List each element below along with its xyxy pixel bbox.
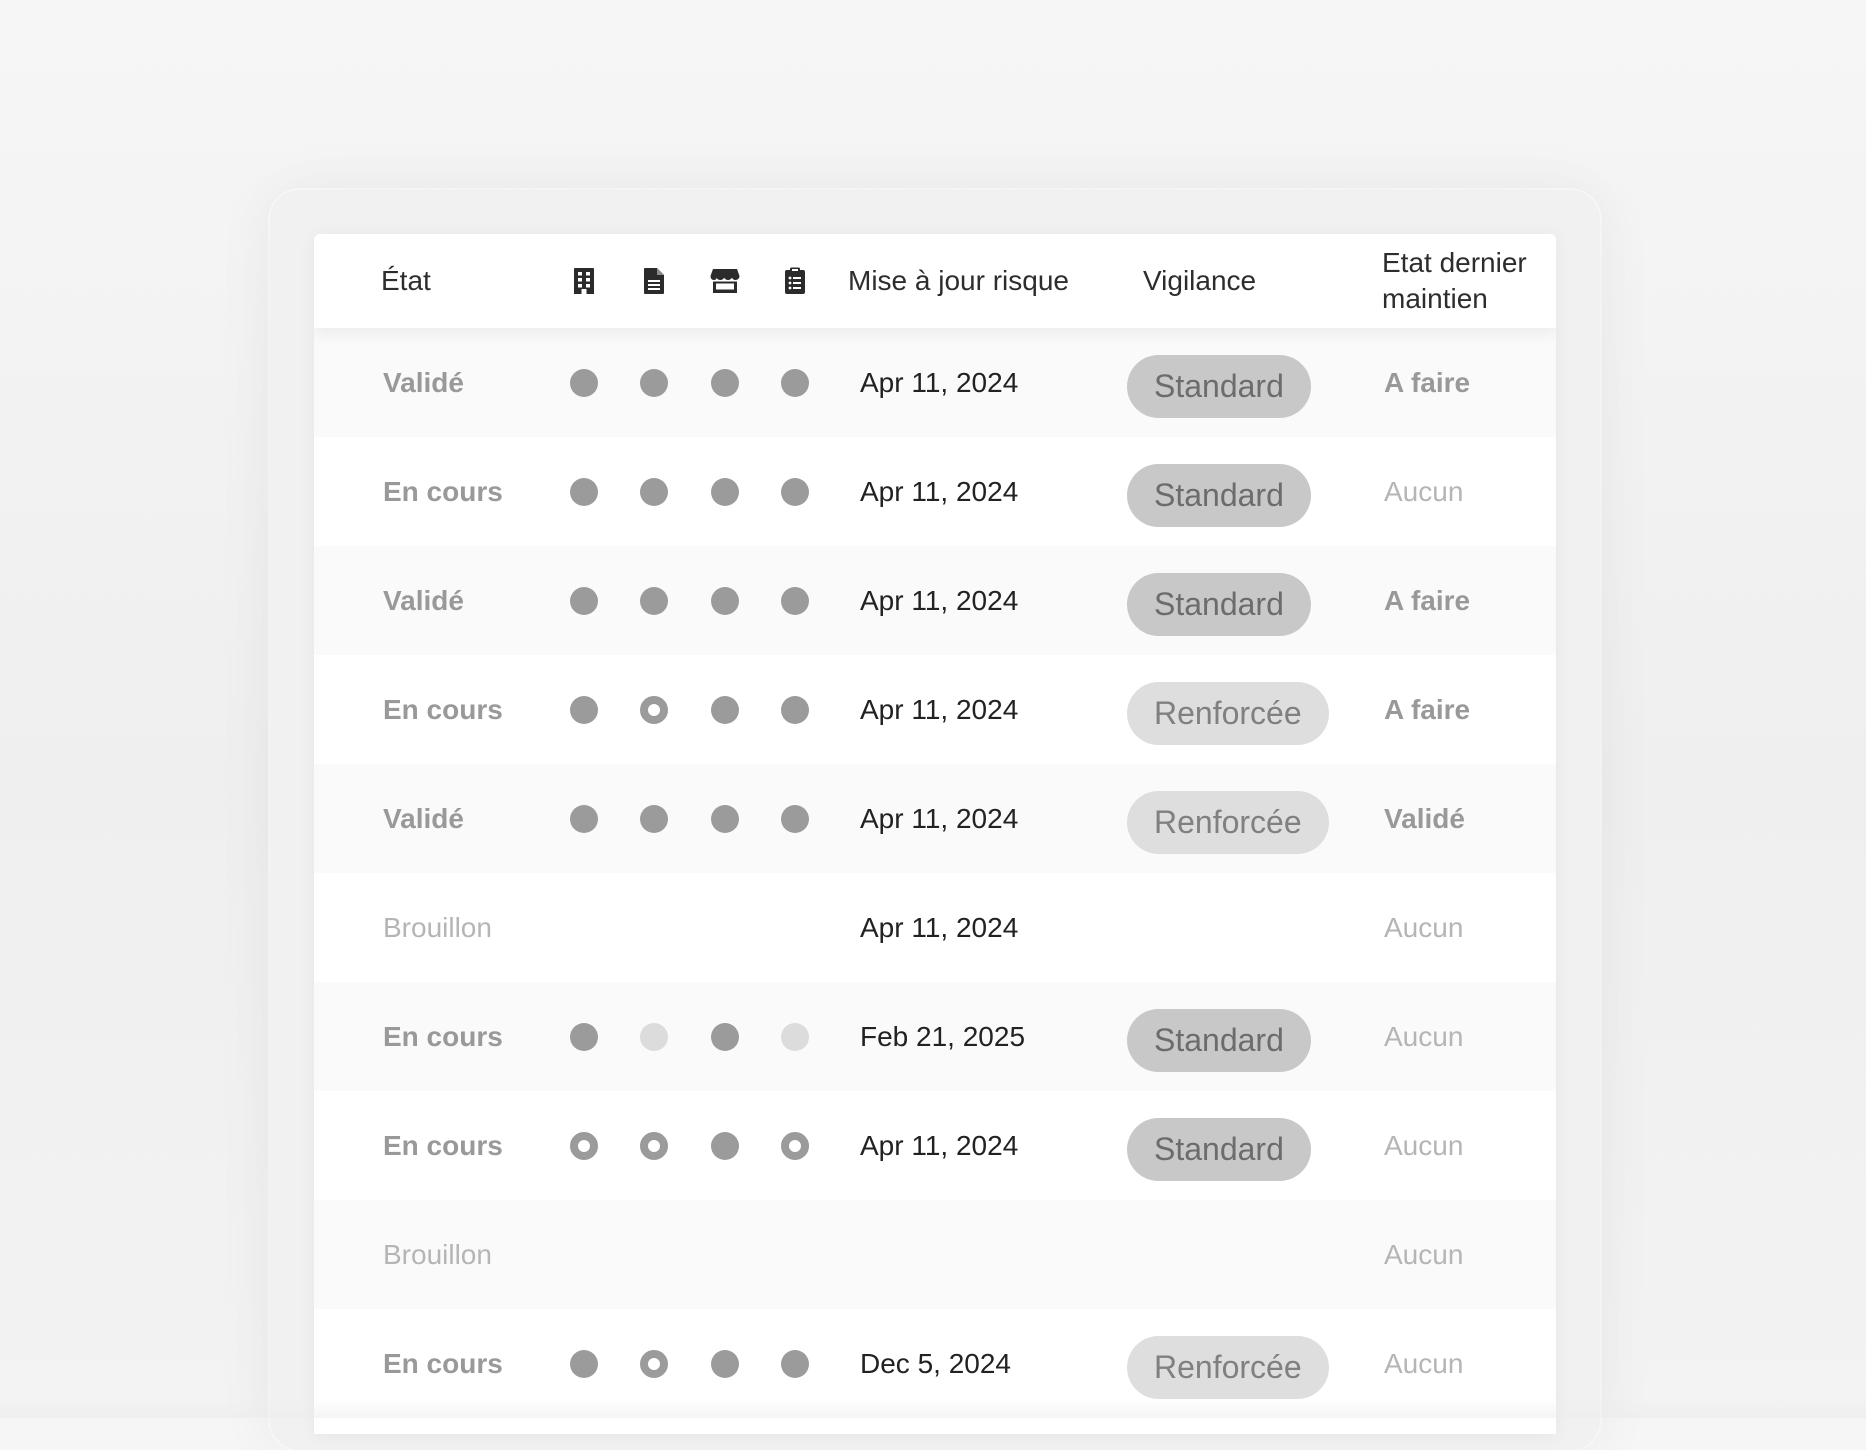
status-dot-filled (781, 805, 809, 833)
building-icon[interactable] (567, 234, 601, 328)
vigilance-badge: Standard (1127, 464, 1311, 527)
document-icon[interactable] (637, 234, 671, 328)
status-dot-cell (708, 1309, 742, 1418)
row-maintien: Aucun (1384, 1238, 1464, 1270)
status-dot-cell (567, 328, 601, 437)
status-dot-filled (640, 478, 668, 506)
vigilance-badge: Standard (1127, 1118, 1311, 1181)
status-dot-light (781, 1023, 809, 1051)
status-dot-filled (570, 369, 598, 397)
status-dot-filled (711, 805, 739, 833)
status-dot-cell (778, 546, 812, 655)
row-maintien: A faire (1384, 693, 1471, 725)
status-dot-ring (640, 696, 668, 724)
status-dot-cell (778, 328, 812, 437)
status-dot-cell (708, 655, 742, 764)
status-dot-cell (637, 1309, 671, 1418)
status-dot-cell (637, 982, 671, 1091)
row-date: Apr 11, 2024 (860, 1129, 1019, 1161)
status-dot-filled (570, 587, 598, 615)
status-dot-filled (711, 587, 739, 615)
status-dot-cell (778, 655, 812, 764)
status-dot-cell (778, 764, 812, 873)
clipboard-list-icon[interactable] (778, 234, 812, 328)
status-dot-filled (781, 369, 809, 397)
status-dot-cell (708, 437, 742, 546)
status-dot-cell (778, 1309, 812, 1418)
vigilance-badge: Renforcée (1127, 682, 1329, 745)
row-maintien: Aucun (1384, 1347, 1464, 1379)
row-etat: Validé (383, 366, 464, 398)
row-maintien: Aucun (1384, 1129, 1464, 1161)
status-dot-light (640, 1023, 668, 1051)
status-dot-filled (711, 478, 739, 506)
table-row[interactable] (314, 1200, 1556, 1309)
status-dot-cell (637, 328, 671, 437)
row-etat: En cours (383, 1020, 503, 1052)
table-row[interactable] (314, 1091, 1556, 1200)
status-dot-filled (781, 1350, 809, 1378)
vigilance-badge: Standard (1127, 1009, 1311, 1072)
status-dot-cell (778, 1091, 812, 1200)
row-maintien: Validé (1384, 802, 1465, 834)
status-dot-filled (711, 696, 739, 724)
header-etat[interactable]: État (381, 265, 431, 296)
status-dot-filled (570, 478, 598, 506)
row-etat: Validé (383, 802, 464, 834)
status-dot-ring (640, 1350, 668, 1378)
status-dot-ring (640, 1132, 668, 1160)
status-dot-cell (708, 982, 742, 1091)
table-row[interactable] (314, 655, 1556, 764)
header-vigilance[interactable]: Vigilance (1143, 265, 1257, 296)
header-etat-dernier-maintien[interactable] (1382, 234, 1527, 328)
status-dot-cell (708, 764, 742, 873)
row-date: Feb 21, 2025 (860, 1020, 1026, 1052)
status-dot-filled (781, 478, 809, 506)
table-row[interactable] (314, 546, 1556, 655)
status-dot-filled (711, 369, 739, 397)
row-maintien: Aucun (1384, 911, 1464, 943)
dossiers-table (314, 234, 1556, 1434)
status-dot-filled (570, 1350, 598, 1378)
status-dot-filled (640, 805, 668, 833)
table-row[interactable] (314, 1309, 1556, 1418)
table-body (314, 328, 1556, 1418)
vigilance-badge: Standard (1127, 573, 1311, 636)
status-dot-filled (711, 1132, 739, 1160)
vigilance-badge: Renforcée (1127, 791, 1329, 854)
row-maintien: A faire (1384, 366, 1471, 398)
header-etat-dernier-line2: maintien (1382, 283, 1488, 314)
store-icon[interactable] (708, 234, 742, 328)
status-dot-filled (570, 696, 598, 724)
status-dot-cell (778, 437, 812, 546)
header-mise-a-jour-risque[interactable]: Mise à jour risque (848, 265, 1069, 296)
status-dot-cell (708, 328, 742, 437)
status-dot-cell (637, 546, 671, 655)
row-date: Apr 11, 2024 (860, 475, 1019, 507)
table-row[interactable] (314, 764, 1556, 873)
status-dot-cell (567, 655, 601, 764)
table-row[interactable] (314, 873, 1556, 982)
status-dot-cell (567, 437, 601, 546)
status-dot-cell (567, 1091, 601, 1200)
status-dot-cell (567, 546, 601, 655)
vigilance-badge: Standard (1127, 355, 1311, 418)
table-row[interactable] (314, 982, 1556, 1091)
table-header (314, 234, 1556, 328)
status-dot-ring (781, 1132, 809, 1160)
row-etat: En cours (383, 1347, 503, 1379)
status-dot-filled (640, 587, 668, 615)
table-row[interactable] (314, 437, 1556, 546)
row-maintien: Aucun (1384, 475, 1464, 507)
status-dot-cell (567, 764, 601, 873)
table-row[interactable] (314, 328, 1556, 437)
status-dot-filled (781, 587, 809, 615)
status-dot-cell (708, 1091, 742, 1200)
status-dot-cell (567, 982, 601, 1091)
status-dot-cell (637, 655, 671, 764)
status-dot-cell (567, 1309, 601, 1418)
row-etat: En cours (383, 475, 503, 507)
status-dot-filled (570, 1023, 598, 1051)
row-date: Apr 11, 2024 (860, 584, 1019, 616)
row-etat: Validé (383, 584, 464, 616)
row-maintien: Aucun (1384, 1020, 1464, 1052)
vigilance-badge: Renforcée (1127, 1336, 1329, 1399)
status-dot-ring (570, 1132, 598, 1160)
row-etat: En cours (383, 1129, 503, 1161)
row-etat: Brouillon (383, 1238, 492, 1270)
row-date: Dec 5, 2024 (860, 1347, 1011, 1379)
status-dot-cell (778, 982, 812, 1091)
status-dot-cell (637, 764, 671, 873)
status-dot-filled (570, 805, 598, 833)
status-dot-filled (711, 1023, 739, 1051)
row-etat: Brouillon (383, 911, 492, 943)
header-etat-dernier-line1: Etat dernier (1382, 247, 1527, 278)
row-date: Apr 11, 2024 (860, 366, 1019, 398)
status-dot-filled (711, 1350, 739, 1378)
status-dot-cell (708, 546, 742, 655)
status-dot-cell (637, 437, 671, 546)
row-date: Apr 11, 2024 (860, 693, 1019, 725)
status-dot-filled (781, 696, 809, 724)
row-etat: En cours (383, 693, 503, 725)
status-dot-filled (640, 369, 668, 397)
status-dot-cell (637, 1091, 671, 1200)
row-date: Apr 11, 2024 (860, 911, 1019, 943)
row-maintien: A faire (1384, 584, 1471, 616)
row-date: Apr 11, 2024 (860, 802, 1019, 834)
